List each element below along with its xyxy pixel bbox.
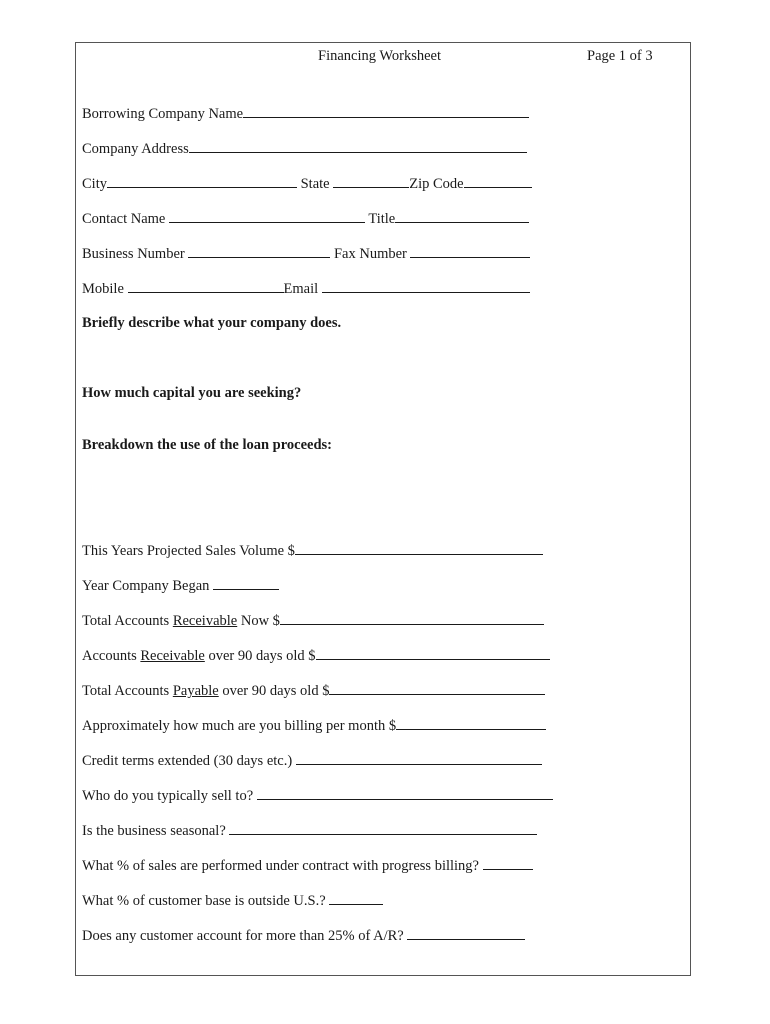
worksheet-title: Financing Worksheet — [318, 48, 442, 64]
ar-90-row — [82, 646, 550, 665]
year-began-label: Year Company Began — [82, 578, 210, 594]
ar-total-receivable-word: Receivable — [172, 613, 238, 629]
ap-90-row — [82, 681, 545, 700]
city-label: City — [82, 176, 107, 192]
capital-question: How much capital you are seeking? — [82, 385, 302, 401]
mobile-field[interactable] — [128, 279, 284, 293]
ar-total-label-pre: Total Accounts — [82, 613, 173, 629]
ap-90-field[interactable] — [329, 681, 545, 695]
credit-terms-field[interactable] — [296, 751, 542, 765]
borrowing-company-label: Borrowing Company Name — [82, 106, 244, 122]
email-label: Email — [283, 281, 319, 297]
fax-number-label: Fax Number — [333, 246, 407, 262]
borrowing-company-row — [82, 104, 529, 123]
state-label: State — [300, 176, 330, 192]
contact-row — [82, 209, 529, 228]
projected-sales-label: This Years Projected Sales Volume $ — [82, 543, 295, 559]
ar-90-label-post: over 90 days old $ — [204, 648, 316, 664]
billing-row — [82, 716, 546, 735]
page-number: Page 1 of 3 — [587, 48, 653, 64]
company-address-row — [82, 139, 527, 158]
credit-terms-label: Credit terms extended (30 days etc.) — [82, 753, 293, 769]
ap-90-label-post: over 90 days old $ — [218, 683, 330, 699]
billing-label: Approximately how much are you billing per month $ — [82, 718, 397, 734]
business-number-field[interactable] — [188, 244, 330, 258]
progress-billing-row — [82, 856, 533, 875]
sell-to-label: Who do you typically sell to? — [82, 788, 254, 804]
email-field[interactable] — [322, 279, 530, 293]
customer-25-label: Does any customer account for more than 25% of A/R? — [82, 928, 404, 944]
customer-25-row — [82, 926, 525, 945]
credit-terms-row — [82, 751, 542, 770]
progress-billing-label: What % of sales are performed under contract with progress billing? — [82, 858, 479, 874]
seasonal-field[interactable] — [229, 821, 537, 835]
ap-90-payable-word: Payable — [172, 683, 219, 699]
billing-field[interactable] — [396, 716, 546, 730]
mobile-row — [82, 279, 530, 298]
borrowing-company-field[interactable] — [243, 104, 529, 118]
ar-total-field[interactable] — [280, 611, 544, 625]
year-began-row — [82, 576, 279, 595]
phone-row — [82, 244, 530, 263]
zip-code-label: Zip Code — [409, 176, 464, 192]
seasonal-label: Is the business seasonal? — [82, 823, 226, 839]
ar-total-row — [82, 611, 544, 630]
sell-to-row — [82, 786, 553, 805]
contact-name-label: Contact Name — [82, 211, 166, 227]
title-field[interactable] — [395, 209, 529, 223]
company-address-label: Company Address — [82, 141, 189, 157]
contact-name-field[interactable] — [169, 209, 365, 223]
company-address-field[interactable] — [189, 139, 527, 153]
ar-90-label-pre: Accounts — [82, 648, 141, 664]
mobile-label: Mobile — [82, 281, 124, 297]
projected-sales-field[interactable] — [295, 541, 543, 555]
outside-us-row — [82, 891, 383, 910]
state-field[interactable] — [333, 174, 409, 188]
customer-25-field[interactable] — [407, 926, 525, 940]
progress-billing-field[interactable] — [483, 856, 533, 870]
city-row — [82, 174, 532, 193]
describe-question: Briefly describe what your company does. — [82, 315, 342, 331]
ar-90-receivable-word: Receivable — [140, 648, 205, 664]
outside-us-field[interactable] — [329, 891, 383, 905]
sell-to-field[interactable] — [257, 786, 553, 800]
year-began-field[interactable] — [213, 576, 279, 590]
title-label: Title — [368, 211, 396, 227]
ar-total-label-post: Now $ — [237, 613, 280, 629]
projected-sales-row — [82, 541, 543, 560]
ar-90-field[interactable] — [316, 646, 550, 660]
zip-code-field[interactable] — [464, 174, 532, 188]
ap-90-label-pre: Total Accounts — [82, 683, 173, 699]
seasonal-row — [82, 821, 537, 840]
city-field[interactable] — [107, 174, 297, 188]
fax-number-field[interactable] — [410, 244, 530, 258]
breakdown-question: Breakdown the use of the loan proceeds: — [82, 437, 332, 453]
outside-us-label: What % of customer base is outside U.S.? — [82, 893, 326, 909]
business-number-label: Business Number — [82, 246, 185, 262]
